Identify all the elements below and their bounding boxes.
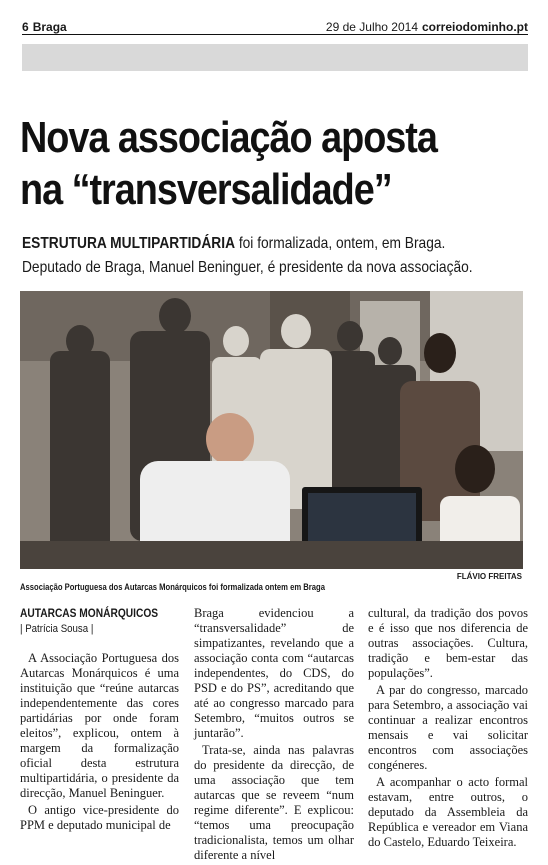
subheadline	[22, 232, 521, 280]
page-dateline	[326, 20, 528, 34]
subheadline-line-2: Deputado de Braga, Manuel Beninguer, é presidente da nova associação.	[22, 259, 473, 276]
paragraph: Braga evidenciou a “transversalidade” de simpatizantes, revelando que a associação conta com “autarcas independentes, do CDS, do PSD e do PS”, acreditando que até ao congresso marcado para Setembro, “muitos outros se juntarão”.	[194, 606, 354, 740]
article-byline: | Patrícia Sousa |	[20, 623, 94, 635]
news-photo	[20, 291, 523, 569]
site-name[interactable]: correiodominho.pt	[422, 20, 528, 34]
section-name: Braga	[32, 20, 67, 34]
issue-date: 29 de Julho 2014	[325, 20, 418, 34]
paragraph: cultural, da tradição dos povos e é isso que nos diferencia de outras associações. Cultura, tradição e bem-estar das populações”.	[368, 606, 528, 680]
photo-caption: Associação Portuguesa dos Autarcas Monárquicos foi formalizada ontem em Braga	[20, 582, 325, 592]
headline-line-1: Nova associação aposta	[20, 113, 437, 162]
ad-band	[22, 44, 528, 71]
subheadline-rest: foi formalizada, ontem, em Braga.	[235, 235, 446, 252]
headline	[20, 112, 459, 216]
photo-illustration	[20, 291, 523, 569]
header-rule	[22, 34, 528, 35]
headline-line-2: na “transversalidade”	[20, 165, 392, 214]
page-section	[22, 20, 67, 34]
paragraph: Trata-se, ainda nas palavras do presidente da direcção, de uma associação que tem autarcas que se reveem “num regime diferente”. E explicou: “temos uma preocupação tradicionalista, temos um olhar diferente a nível	[194, 743, 354, 862]
article-column-3	[368, 606, 528, 852]
photo-credit: FLÁVIO FREITAS	[456, 572, 522, 581]
paragraph: A Associação Portuguesa dos Autarcas Monárquicos é uma instituição que “reúne autarcas independentemente das cores partidárias por onde foram eleitos”, explicou, ontem à margem da formalização oficial desta estrutura multipartidária, o presidente da direcção, Manuel Beninguer.	[20, 651, 179, 800]
subheadline-lead: ESTRUTURA MULTIPARTIDÁRIA	[22, 235, 236, 252]
paragraph: A acompanhar o acto formal estavam, entre outros, o deputado da Assembleia da República e vereador em Viana do Castelo, Eduardo Teixeira.	[368, 775, 528, 849]
article-kicker: AUTARCAS MONÁRQUICOS	[20, 606, 159, 620]
paragraph: A par do congresso, marcado para Setembro, a associação vai continuar a realizar encontros mensais e vai solicitar encontros com associações congéneres.	[368, 683, 528, 772]
paragraph: O antigo vice-presidente do PPM e deputado municipal de	[20, 803, 179, 832]
page-number: 6	[22, 20, 29, 34]
page-header	[22, 10, 528, 36]
article-column-1	[20, 606, 179, 835]
article-column-2	[194, 606, 354, 865]
